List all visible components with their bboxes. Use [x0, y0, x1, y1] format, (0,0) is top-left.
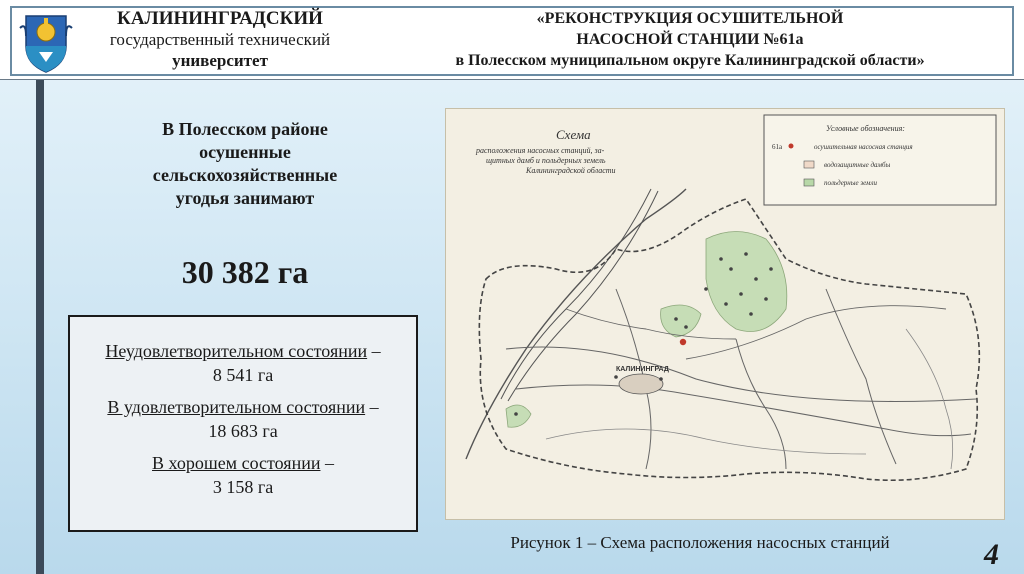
intro-line-3: сельскохозяйственные	[152, 165, 338, 185]
road	[826, 289, 896, 464]
map-title-line-4: Калининградской области	[526, 166, 616, 175]
city-label: КАЛИНИНГРАД	[616, 366, 669, 373]
figure-caption: Рисунок 1 – Схема расположения насосных станций	[510, 533, 890, 552]
legend-item-polder: польдерные земли	[824, 179, 878, 187]
total-area: 30 382 га	[181, 254, 309, 290]
university-line-3: университет	[172, 51, 268, 70]
status-row	[70, 395, 416, 443]
status-value: 8 541 га	[212, 365, 274, 385]
university-line-1: КАЛИНИНГРАДСКИЙ	[117, 8, 323, 29]
polder-area	[661, 305, 701, 337]
road	[516, 385, 971, 436]
land-status-box	[68, 315, 418, 532]
pump-station-61a-marker	[680, 339, 686, 345]
intro-line-2: осушенные	[199, 142, 291, 162]
project-title	[410, 8, 970, 71]
status-suffix: –	[365, 397, 379, 417]
legend-mark-station: 61а	[772, 143, 783, 151]
pump-station-legend-icon	[789, 144, 794, 149]
dam-legend-icon	[804, 161, 814, 168]
map-title-line-2: расположения насосных станций, за-	[476, 146, 605, 155]
legend-item-dam: водозащитные дамбы	[824, 161, 891, 169]
intro-line-4: угодья занимают	[175, 188, 315, 208]
project-line-1: «РЕКОНСТРУКЦИЯ ОСУШИТЕЛЬНОЙ	[536, 10, 844, 27]
status-label: В хорошем состоянии	[152, 453, 321, 473]
university-line-2: государственный технический	[109, 30, 331, 49]
map-title-line-3: щитных дамб и польдерных земель	[486, 156, 606, 165]
polder-legend-icon	[804, 179, 814, 186]
map-drawing	[446, 109, 1004, 519]
status-label: В удовлетворительном состоянии	[107, 397, 366, 417]
pump-station-map	[445, 108, 1005, 520]
river	[906, 329, 953, 469]
status-label: Неудовлетворительном состоянии	[105, 341, 368, 361]
river	[546, 429, 866, 454]
polder-area	[506, 405, 531, 427]
header	[0, 0, 1024, 80]
university-logo-icon	[18, 8, 74, 74]
status-suffix: –	[367, 341, 381, 361]
intro-text	[120, 118, 370, 210]
university-name	[80, 8, 360, 71]
status-value: 3 158 га	[212, 477, 274, 497]
status-row	[70, 339, 416, 387]
status-suffix: –	[320, 453, 334, 473]
coastline-outer	[466, 189, 686, 459]
road	[566, 309, 736, 339]
city-marker	[619, 374, 663, 394]
map-title-line-1: Схема	[556, 127, 591, 142]
polder-area	[706, 232, 787, 332]
legend-title: Условные обозначения:	[826, 124, 905, 133]
slide-number: 4	[984, 538, 999, 571]
project-line-2: НАСОСНОЙ СТАНЦИИ №61а	[576, 31, 804, 48]
status-value: 18 683 га	[208, 421, 278, 441]
status-row	[70, 451, 416, 499]
legend-item-station: осушительная насосная станция	[814, 143, 913, 151]
side-accent-bar	[36, 0, 44, 574]
project-line-3: в Полесском муниципальном округе Калининградской области»	[455, 52, 925, 69]
intro-line-1: В Полесском районе	[162, 119, 328, 139]
